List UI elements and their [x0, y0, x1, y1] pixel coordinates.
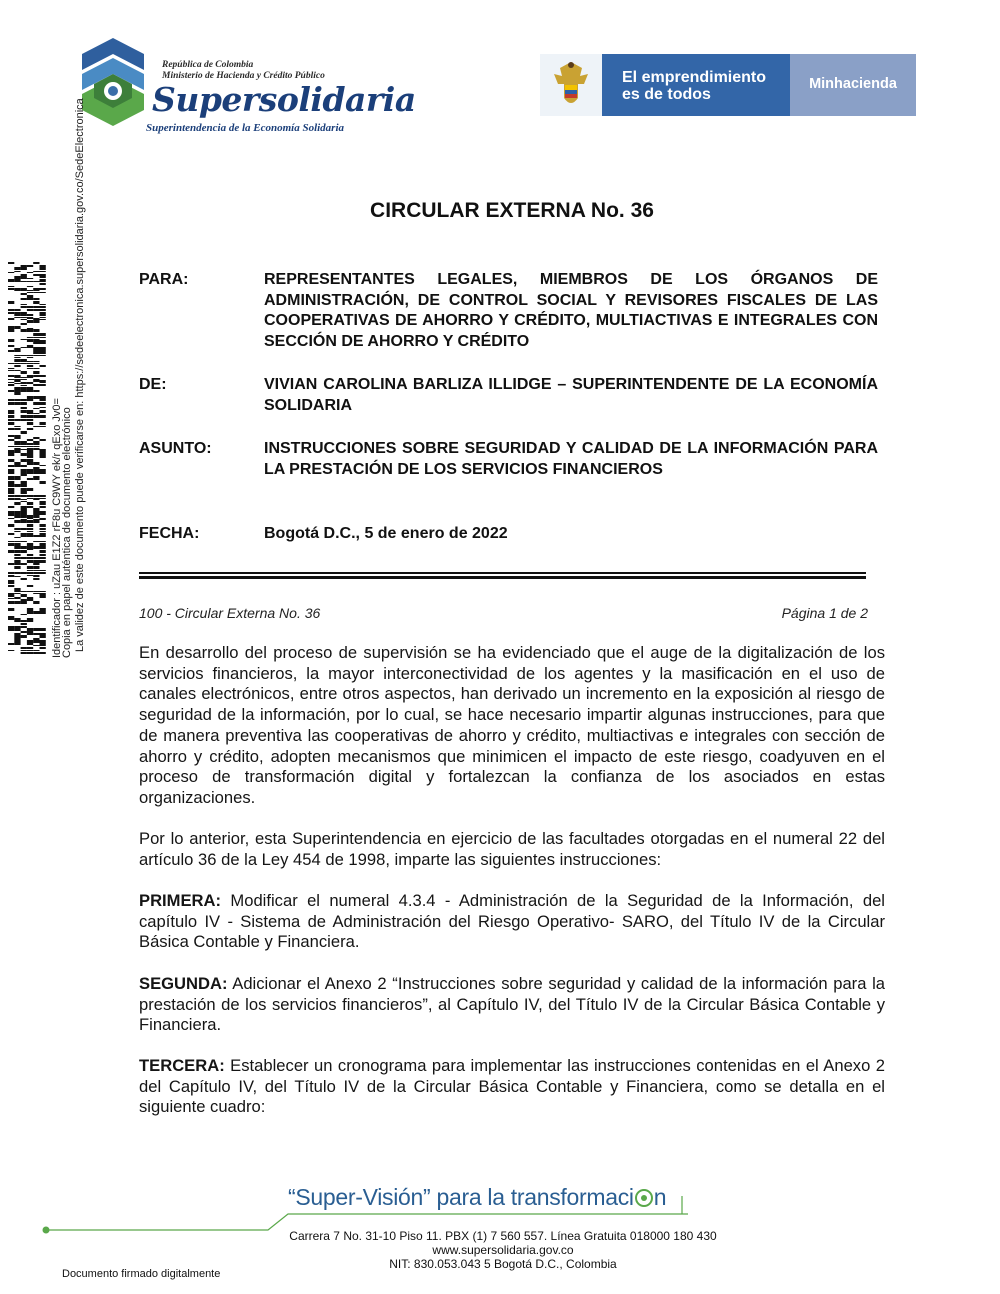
- supersolidaria-logo: [80, 36, 416, 136]
- brand-name: Supersolidaria: [152, 80, 416, 119]
- digital-signature-note: Documento firmado digitalmente: [62, 1268, 221, 1280]
- paragraph-lead: PRIMERA:: [139, 891, 222, 910]
- field-de-label: DE:: [139, 376, 167, 393]
- paragraph: En desarrollo del proceso de supervisión se ha evidenciado que el auge de la digitalización de los servicios financieros, la mayor interconectividad de los agentes y la masificación en el uso de canales electrónicos, entre otros aspectos, han derivado un incremento en la exposición al riesgo de seguridad de la información, por lo cual, se hace necesario impartir algunas instrucciones, para que de manera preventiva las cooperativas de ahorro y crédito, multiactivas e integrales con sección de ahorro y crédito, adopten mecanismos que minimicen el impacto de este riesgo, coadyuven en el proceso de transformación digital y fortalezcan la confianza de los asociados en estas organizaciones.: [139, 643, 885, 807]
- paragraph-text: Adicionar el Anexo 2 “Instrucciones sobre seguridad y calidad de la información para la prestación de los servicios financieros”, al Capítulo IV, del Título IV de la Circular Básica Contable y Financiera.: [139, 974, 885, 1035]
- side-copy-note: Copia en papel auténtica de documento electrónico: [61, 407, 73, 658]
- gov-ministry: Minhacienda: [790, 54, 916, 116]
- footer-nit: NIT: 830.053.043 5 Bogotá D.C., Colombia: [389, 1257, 617, 1271]
- field-asunto-label: ASUNTO:: [139, 440, 212, 457]
- barcode-icon: [8, 262, 46, 654]
- paragraph-text: Modificar el numeral 4.3.4 - Administración de la Seguridad de la Información, del capítulo IV - Sistema de Administración del Riesgo Operativo- SARO, del Título IV de la Circular Básica Contable y Financiera.: [139, 891, 885, 952]
- footer-slogan: “Super-Visión” para la transformaci n: [288, 1184, 667, 1210]
- gov-slogan: El emprendimiento es de todos: [602, 54, 790, 116]
- paragraph-tercera: [139, 1056, 885, 1118]
- paragraph-lead: SEGUNDA:: [139, 974, 228, 993]
- field-fecha-value: Bogotá D.C., 5 de enero de 2022: [264, 525, 508, 542]
- document-title: CIRCULAR EXTERNA No. 36: [370, 199, 654, 222]
- page-number: Página 1 de 2: [781, 605, 868, 621]
- reference-number: 100 - Circular Externa No. 36: [139, 605, 321, 621]
- republic-text: República de Colombia Ministerio de Hacienda y Crédito Público: [162, 60, 325, 81]
- paragraph-primera: [139, 891, 885, 953]
- field-fecha-label: FECHA:: [139, 525, 200, 542]
- paragraph-lead: TERCERA:: [139, 1056, 225, 1075]
- paragraph-text: Establecer un cronograma para implementar las instrucciones contenidas en el Anexo 2 del Capítulo IV, del Título IV de la Circular Básica Contable y Financiera, como se detalla en el siguiente cuadro:: [139, 1056, 885, 1117]
- coat-of-arms-icon: [540, 54, 602, 116]
- field-de-value: VIVIAN CAROLINA BARLIZA ILLIDGE – SUPERINTENDENTE DE LA ECONOMÍA SOLIDARIA: [264, 376, 878, 414]
- field-para-value: REPRESENTANTES LEGALES, MIEMBROS DE LOS ÓRGANOS DE ADMINISTRACIÓN, DE CONTROL SOCIAL Y REVISORES FISCALES DE LAS COOPERATIVAS DE AHORRO Y CRÉDITO, MULTIACTIVAS E INTEGRALES CON SECCIÓN DE AHORRO Y CRÉDITO: [264, 271, 878, 351]
- field-asunto-value: INSTRUCCIONES SOBRE SEGURIDAD Y CALIDAD DE LA INFORMACIÓN PARA LA PRESTACIÓN DE LOS SERVICIOS FINANCIEROS: [264, 440, 878, 478]
- side-verify-url[interactable]: La validez de este documento puede verificarse en: https://sedeelectronica.supersolidaria.gov.co/SedeElectronica: [74, 98, 86, 652]
- divider: [139, 572, 866, 574]
- footer-address: Carrera 7 No. 31-10 Piso 11. PBX (1) 7 560 557. Línea Gratuita 018000 180 430: [289, 1229, 717, 1243]
- field-para-label: PARA:: [139, 271, 189, 288]
- government-banner: [540, 54, 916, 116]
- side-identifier: Identificador : uZau E1Z2 rF8u C9WY ek/r qExo Jv0=: [51, 398, 63, 658]
- paragraph-segunda: [139, 974, 885, 1036]
- supersolidaria-emblem-icon: [80, 36, 146, 132]
- paragraph: Por lo anterior, esta Superintendencia en ejercicio de las facultades otorgadas en el numeral 22 del artículo 36 de la Ley 454 de 1998, imparte las siguientes instrucciones:: [139, 829, 885, 869]
- brand-subtitle: Superintendencia de la Economía Solidaria: [146, 122, 345, 134]
- divider: [139, 576, 866, 579]
- footer-website[interactable]: www.supersolidaria.gov.co: [432, 1243, 574, 1257]
